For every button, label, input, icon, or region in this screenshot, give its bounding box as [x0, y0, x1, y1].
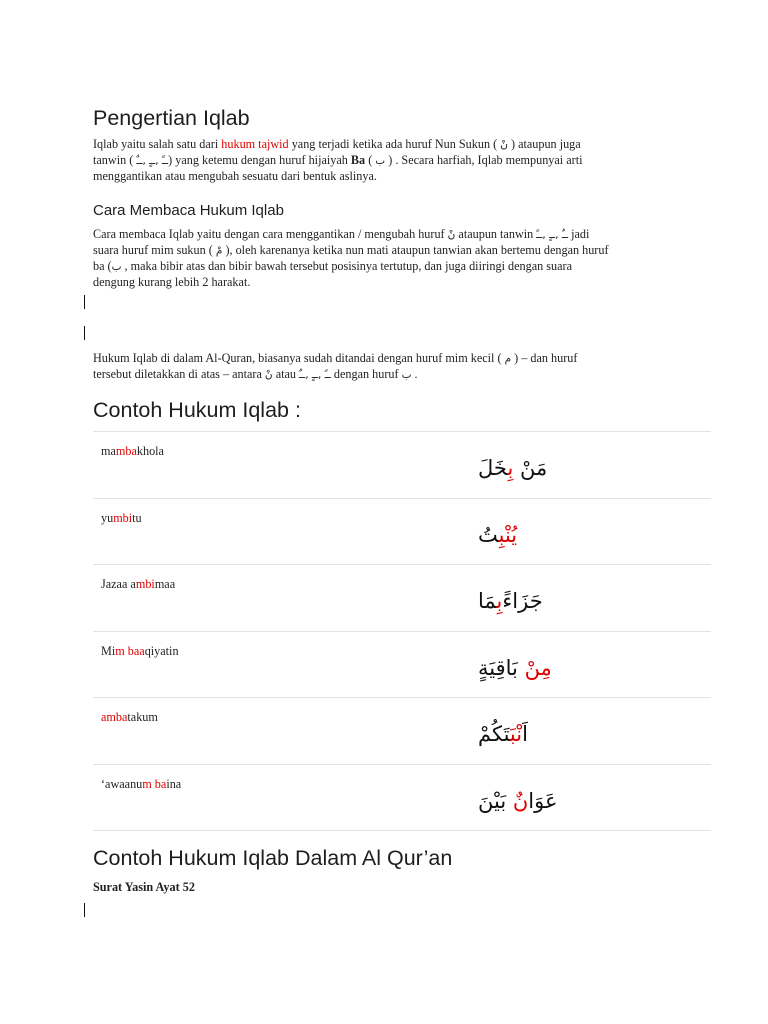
text: , maka bibir atas dan bibir bawah tersebut posisinya tertutup, dan juga diiringi dengan suara [121, 259, 572, 273]
arabic-example [478, 722, 528, 746]
text: suara huruf mim sukun ( [93, 243, 216, 257]
paragraph-line [93, 351, 683, 367]
highlight: amba [101, 710, 128, 724]
latin-reading [101, 444, 164, 459]
text: بَاقِيَةٍ [478, 655, 525, 680]
arabic-tanwin: ــٌ ,ــٍ ,ــً [536, 229, 569, 241]
arabic-example [478, 589, 543, 613]
arabic-nun-sukun: نْ [264, 369, 273, 381]
text: خَلَ [478, 456, 508, 480]
arabic-ba: ب [375, 155, 386, 167]
heading-pengertian-iqlab: Pengertian Iqlab [93, 106, 250, 130]
arabic-nun-sukun: نْ [500, 139, 508, 151]
highlight: m ba [142, 776, 167, 791]
text: ) – dan huruf [511, 351, 578, 365]
text-ba-bold: Ba [350, 153, 366, 167]
paragraph-line [93, 137, 683, 153]
table-row [93, 765, 711, 832]
text: Hukum Iqlab di dalam Al-Quran, biasanya sudah ditandai dengan huruf mim kecil ( [93, 351, 505, 365]
text: dengan huruf [330, 367, 402, 381]
text: yu [101, 510, 114, 525]
table-row [93, 499, 711, 566]
table-row [93, 565, 711, 632]
heading-contoh-dalam-quran: Contoh Hukum Iqlab Dalam Al Qur’an [93, 846, 453, 870]
paragraph-tanda-mim-kecil [93, 351, 683, 383]
text: ( [365, 153, 376, 167]
latin-reading [101, 710, 158, 725]
text: Iqlab yaitu salah satu dari [93, 137, 222, 151]
paragraph-line [93, 243, 683, 259]
text: ) . Secara harfiah, Iqlab mempunyai arti [385, 153, 583, 167]
text: Mi [101, 643, 116, 658]
text: Jazaa a [101, 577, 136, 591]
arabic-tanwin: ــً ,ــٍ ,ــٌ [299, 369, 331, 381]
text: عَوَا [528, 788, 558, 813]
highlight: بِ [507, 456, 520, 480]
heading-cara-membaca: Cara Membaca Hukum Iqlab [93, 202, 284, 219]
paragraph-line [93, 227, 683, 243]
hukum-tajwid-link[interactable]: hukum tajwid [221, 137, 289, 151]
heading-contoh-hukum-iqlab: Contoh Hukum Iqlab : [93, 398, 301, 422]
paragraph-line: menggantikan atau mengubah sesuatu dari bentuk aslinya. [93, 169, 377, 183]
text: tanwin ( [93, 153, 137, 167]
arabic-example [478, 523, 517, 547]
arabic-mim-sukun: مْ [215, 245, 223, 257]
paragraph-line [93, 367, 683, 383]
highlight: mbi [135, 577, 155, 591]
arabic-example [478, 789, 557, 813]
text: ) ataupun juga [507, 137, 581, 151]
subheading-surat-yasin: Surat Yasin Ayat 52 [93, 880, 195, 894]
text: atau [272, 367, 300, 381]
paragraph-cara-membaca [93, 227, 683, 290]
text: مَا [478, 589, 497, 613]
table-row [93, 698, 711, 765]
text: ma [101, 444, 116, 458]
text: ) yang ketemu dengan huruf hijaiyah [168, 153, 351, 167]
paragraph-line [93, 153, 683, 169]
text-cursor [84, 295, 85, 309]
highlight: m baa [115, 643, 145, 658]
table-row [93, 632, 711, 699]
paragraph-pengertian [93, 137, 683, 184]
arabic-ba: ب [401, 369, 412, 381]
arabic-ba: ب [111, 261, 122, 273]
highlight: يُنْبِ [498, 522, 518, 547]
text: مَنْ [520, 456, 548, 480]
latin-reading [101, 511, 142, 526]
text: yang terjadi ketika ada huruf Nun Sukun ( [288, 137, 501, 151]
highlight: مِنْ [524, 655, 552, 680]
arabic-example [478, 456, 547, 480]
arabic-example [478, 656, 552, 680]
text: maa [154, 577, 176, 591]
highlight: نْبَ [509, 722, 523, 746]
highlight: mba [115, 444, 137, 458]
text: tu [132, 510, 142, 525]
text: اَ [522, 722, 528, 746]
latin-reading [101, 577, 175, 592]
text: qiyatin [144, 643, 179, 658]
text: ), oleh karenanya ketika nun mati ataupun tanwian akan bertemu dengan huruf [222, 243, 609, 257]
text: ‘awaanu [101, 776, 143, 791]
text: تُ [478, 522, 499, 547]
arabic-nun-sukun: نْ [447, 229, 456, 241]
latin-reading [101, 777, 181, 792]
table-row [93, 432, 711, 499]
arabic-tanwin: ــً ,ــٍ ,ــٌ [136, 155, 169, 167]
text-cursor [84, 903, 85, 917]
text: . [411, 367, 418, 381]
highlight: نٌ [512, 788, 529, 813]
latin-reading [101, 644, 179, 659]
text: tersebut diletakkan di atas – antara [93, 367, 265, 381]
text: takum [127, 710, 158, 724]
text: khola [136, 444, 164, 458]
text: ina [166, 776, 182, 791]
highlight: mbi [113, 510, 133, 525]
text: تَكُمْ [478, 722, 510, 746]
text: Cara membaca Iqlab yaitu dengan cara menggantikan / mengubah huruf [93, 227, 448, 241]
paragraph-line: dengung kurang lebih 2 harakat. [93, 275, 251, 289]
text: بَيْنَ [478, 788, 513, 813]
paragraph-line [93, 259, 683, 275]
text: jadi [568, 227, 590, 241]
examples-table [93, 431, 711, 831]
text: ataupun tanwin [455, 227, 537, 241]
text: جَزَاءً [502, 589, 543, 613]
highlight: بِ [496, 589, 503, 613]
text: ba ( [93, 259, 112, 273]
arabic-mim: م [504, 353, 512, 365]
text-cursor [84, 326, 85, 340]
